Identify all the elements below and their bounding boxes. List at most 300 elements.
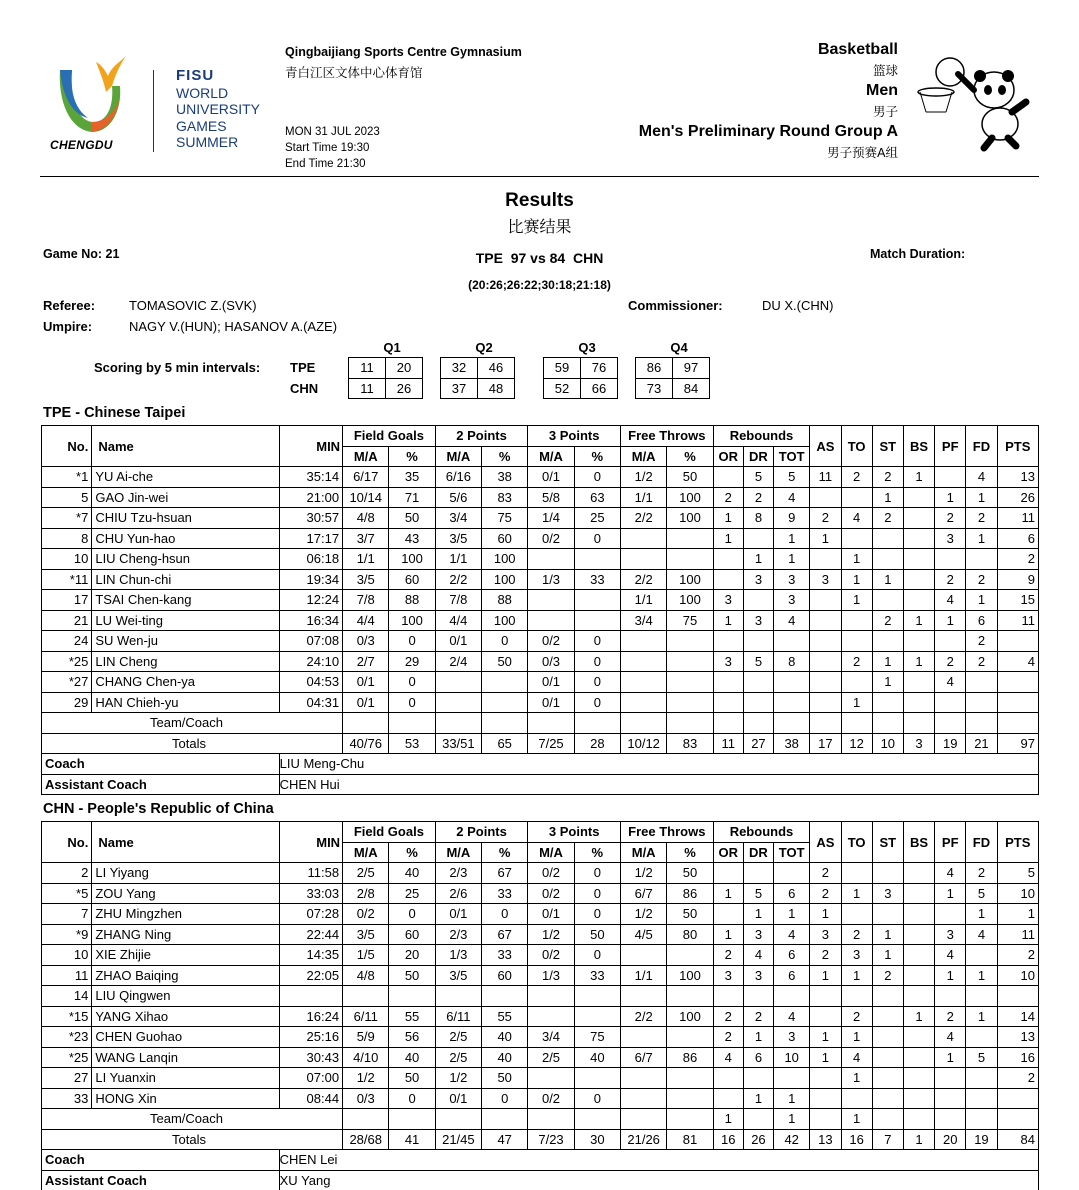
stat-cell: 1 (774, 1088, 810, 1109)
column-subheader: % (389, 446, 435, 467)
stat-cell: 6/16 (435, 467, 481, 488)
stat-cell (621, 631, 667, 652)
stat-cell (713, 986, 743, 1007)
stat-cell: 1 (713, 508, 743, 529)
stat-cell: 100 (482, 549, 528, 570)
stat-cell (774, 863, 810, 884)
stat-cell: 1/2 (528, 924, 574, 945)
stat-cell (997, 1109, 1038, 1130)
stat-cell: 1 (966, 487, 997, 508)
column-subheader: % (574, 842, 620, 863)
interval-cell: 76 (581, 358, 618, 379)
umpire-label: Umpire: (43, 319, 93, 334)
stat-cell (621, 986, 667, 1007)
commissioner: DU X.(CHN) (762, 298, 834, 313)
player-name: CHU Yun-hao (92, 528, 279, 549)
stat-cell: 1/1 (343, 549, 389, 570)
player-number: *23 (42, 1027, 92, 1048)
totals-cell: 7/23 (528, 1129, 574, 1150)
stat-cell (343, 713, 389, 734)
player-name: LIN Chun-chi (92, 569, 279, 590)
stat-cell: 1 (841, 590, 872, 611)
stat-cell: 1/1 (621, 965, 667, 986)
stat-cell: 2/2 (621, 1006, 667, 1027)
player-number: *25 (42, 1047, 92, 1068)
stat-cell (667, 549, 713, 570)
stat-cell: 5/9 (343, 1027, 389, 1048)
stat-cell: 67 (482, 863, 528, 884)
chengdu-logo-icon (56, 52, 128, 136)
player-name: HAN Chieh-yu (92, 692, 279, 713)
player-minutes: 04:31 (279, 692, 342, 713)
coach-row (42, 1150, 1039, 1171)
stat-cell (482, 1109, 528, 1130)
stat-cell: 0/1 (435, 904, 481, 925)
game-number: Game No: 21 (43, 247, 120, 261)
commissioner-label: Commissioner: (628, 298, 723, 313)
stat-cell: 40 (389, 863, 435, 884)
player-minutes: 24:10 (279, 651, 342, 672)
stat-cell (621, 692, 667, 713)
stat-cell: 2 (935, 508, 966, 529)
stat-cell: 3/5 (435, 965, 481, 986)
stat-cell (903, 924, 934, 945)
interval-box-q3 (543, 357, 618, 399)
stat-cell: 2 (935, 569, 966, 590)
stat-cell (810, 1068, 841, 1089)
stat-cell: 2 (935, 1006, 966, 1027)
column-subheader: TOT (774, 842, 810, 863)
stat-cell (574, 986, 620, 1007)
coach-row (42, 754, 1039, 775)
stat-cell (667, 1068, 713, 1089)
stat-cell (574, 1006, 620, 1027)
stat-cell: 100 (667, 1006, 713, 1027)
player-row (42, 1006, 1039, 1027)
stat-cell (713, 672, 743, 693)
stat-cell: 4 (841, 1047, 872, 1068)
stat-cell: 60 (389, 569, 435, 590)
stat-cell: 2/4 (435, 651, 481, 672)
stat-cell: 2/2 (621, 569, 667, 590)
stat-cell: 60 (482, 528, 528, 549)
stat-cell: 0/3 (343, 1088, 389, 1109)
player-name: ZHU Mingzhen (92, 904, 279, 925)
stat-cell: 2 (810, 883, 841, 904)
stat-cell: 1 (935, 883, 966, 904)
assistant-coach-name: CHEN Hui (279, 774, 1038, 795)
stat-cell: 5 (997, 863, 1038, 884)
stat-cell (872, 590, 903, 611)
stat-cell: 5 (966, 1047, 997, 1068)
stat-cell: 2 (966, 631, 997, 652)
stat-cell: 2/5 (435, 1027, 481, 1048)
totals-cell: 28 (574, 733, 620, 754)
stat-cell: 3 (935, 528, 966, 549)
player-minutes: 12:24 (279, 590, 342, 611)
stat-cell: 0/1 (528, 672, 574, 693)
stat-cell: 16 (997, 1047, 1038, 1068)
interval-cell: 59 (544, 358, 581, 379)
stat-cell (935, 549, 966, 570)
stat-cell: 1 (743, 904, 773, 925)
stat-cell: 4 (935, 863, 966, 884)
stat-cell: 6 (966, 610, 997, 631)
player-number: *27 (42, 672, 92, 693)
stat-cell (435, 692, 481, 713)
stat-cell: 1 (872, 651, 903, 672)
stat-cell: 1 (903, 467, 934, 488)
stat-cell: 0 (574, 692, 620, 713)
assistant-coach-row (42, 774, 1039, 795)
stat-cell: 3 (774, 1027, 810, 1048)
stat-cell: 0 (574, 467, 620, 488)
interval-box-q4 (635, 357, 710, 399)
player-name: CHEN Guohao (92, 1027, 279, 1048)
stat-cell (841, 904, 872, 925)
stat-cell: 2 (935, 651, 966, 672)
player-number: 2 (42, 863, 92, 884)
stat-cell (903, 986, 934, 1007)
column-header-st: ST (872, 822, 903, 863)
totals-cell: 41 (389, 1129, 435, 1150)
stat-cell: 2/2 (621, 508, 667, 529)
assistant-coach-row (42, 1170, 1039, 1190)
column-subheader: M/A (435, 842, 481, 863)
player-row (42, 986, 1039, 1007)
stat-cell (841, 631, 872, 652)
player-number: 21 (42, 610, 92, 631)
column-header-min: MIN (279, 426, 342, 467)
stat-cell: 3 (810, 924, 841, 945)
player-name: LI Yuanxin (92, 1068, 279, 1089)
stat-cell: 4 (841, 508, 872, 529)
stat-cell (743, 1068, 773, 1089)
stat-cell: 56 (389, 1027, 435, 1048)
player-row (42, 672, 1039, 693)
totals-cell: 20 (935, 1129, 966, 1150)
stat-cell: 1 (966, 965, 997, 986)
stat-cell: 3 (935, 924, 966, 945)
column-header-pf: PF (935, 822, 966, 863)
stat-cell (872, 1047, 903, 1068)
stat-cell: 5 (743, 467, 773, 488)
stat-cell (935, 692, 966, 713)
stat-cell (435, 986, 481, 1007)
stat-cell: 0/1 (343, 672, 389, 693)
stat-cell: 75 (482, 508, 528, 529)
stat-cell (343, 1109, 389, 1130)
stat-cell: 1 (713, 924, 743, 945)
player-minutes: 07:00 (279, 1068, 342, 1089)
player-number: *15 (42, 1006, 92, 1027)
stat-cell: 40 (389, 1047, 435, 1068)
stat-cell (743, 863, 773, 884)
totals-cell: 16 (841, 1129, 872, 1150)
stat-cell: 55 (389, 1006, 435, 1027)
coach-name: LIU Meng-Chu (279, 754, 1038, 775)
stat-cell: 1 (903, 610, 934, 631)
stat-cell (528, 1068, 574, 1089)
event-cn: 男子预赛A组 (827, 145, 898, 160)
player-row (42, 1088, 1039, 1109)
stat-cell: 6/17 (343, 467, 389, 488)
stat-cell (810, 672, 841, 693)
stat-cell: 1/1 (621, 487, 667, 508)
stat-cell (872, 528, 903, 549)
stat-cell: 9 (997, 569, 1038, 590)
totals-cell: 7 (872, 1129, 903, 1150)
stat-cell (903, 863, 934, 884)
stat-cell: 1 (810, 965, 841, 986)
stat-cell: 1 (841, 883, 872, 904)
player-minutes: 04:53 (279, 672, 342, 693)
stat-cell (667, 1109, 713, 1130)
totals-cell: 40/76 (343, 733, 389, 754)
stat-cell (667, 945, 713, 966)
interval-cell: 97 (673, 358, 710, 379)
stat-cell: 1 (841, 692, 872, 713)
totals-cell: 19 (966, 1129, 997, 1150)
stat-cell: 1 (966, 1006, 997, 1027)
player-name: HONG Xin (92, 1088, 279, 1109)
stat-cell (482, 713, 528, 734)
stat-cell: 3 (810, 569, 841, 590)
stat-cell (903, 713, 934, 734)
stat-cell: 0 (482, 1088, 528, 1109)
stat-cell: 71 (389, 487, 435, 508)
stat-cell: 0 (574, 528, 620, 549)
stat-cell (810, 610, 841, 631)
fisu-line: SUMMER (176, 134, 239, 150)
player-number: 8 (42, 528, 92, 549)
stat-cell: 2 (872, 467, 903, 488)
stat-cell: 2 (966, 651, 997, 672)
player-minutes: 07:28 (279, 904, 342, 925)
stat-cell (528, 549, 574, 570)
stat-cell: 2 (810, 508, 841, 529)
stat-cell (966, 672, 997, 693)
stat-cell: 75 (667, 610, 713, 631)
player-name: ZHANG Ning (92, 924, 279, 945)
stat-cell (872, 986, 903, 1007)
player-row (42, 528, 1039, 549)
stat-cell: 4 (935, 945, 966, 966)
player-minutes: 33:03 (279, 883, 342, 904)
player-row (42, 863, 1039, 884)
stat-cell: 26 (997, 487, 1038, 508)
stat-cell (903, 631, 934, 652)
stat-cell: 100 (482, 569, 528, 590)
stat-cell: 1 (713, 1109, 743, 1130)
stat-cell: 75 (574, 1027, 620, 1048)
stat-cell (872, 863, 903, 884)
stat-cell: 50 (389, 965, 435, 986)
player-number: 10 (42, 549, 92, 570)
gender-en: Men (866, 82, 898, 99)
player-minutes: 14:35 (279, 945, 342, 966)
stat-cell (841, 672, 872, 693)
stat-cell: 2/8 (343, 883, 389, 904)
player-number: 24 (42, 631, 92, 652)
column-group-rebounds: Rebounds (713, 426, 810, 447)
stat-cell: 7/8 (435, 590, 481, 611)
stat-cell: 1/2 (621, 863, 667, 884)
stat-cell: 0 (574, 945, 620, 966)
stat-cell: 9 (774, 508, 810, 529)
player-row (42, 883, 1039, 904)
stat-cell (872, 549, 903, 570)
stat-cell (621, 713, 667, 734)
stat-cell (574, 1109, 620, 1130)
stat-cell: 4/8 (343, 508, 389, 529)
player-row (42, 1027, 1039, 1048)
interval-cell: 11 (349, 378, 386, 399)
stat-cell (774, 986, 810, 1007)
player-minutes: 22:05 (279, 965, 342, 986)
stat-cell (872, 1109, 903, 1130)
stat-cell: 2 (743, 487, 773, 508)
stat-cell: 2 (966, 508, 997, 529)
column-group-free-throws: Free Throws (621, 822, 714, 843)
column-header-pf: PF (935, 426, 966, 467)
stat-cell (743, 631, 773, 652)
stat-cell: 0/2 (528, 528, 574, 549)
player-number: *9 (42, 924, 92, 945)
totals-cell: 7/25 (528, 733, 574, 754)
column-subheader: M/A (528, 446, 574, 467)
stat-cell: 50 (667, 467, 713, 488)
stat-cell: 0/1 (343, 692, 389, 713)
stat-cell: 2 (841, 1006, 872, 1027)
stat-cell: 1 (935, 1047, 966, 1068)
stat-cell: 3 (713, 651, 743, 672)
totals-label: Totals (42, 1129, 343, 1150)
stat-cell (774, 631, 810, 652)
stat-cell (997, 672, 1038, 693)
stat-cell: 4 (774, 1006, 810, 1027)
stat-cell: 0 (574, 631, 620, 652)
stat-cell: 1 (713, 528, 743, 549)
stat-cell (621, 672, 667, 693)
stat-cell (997, 986, 1038, 1007)
stat-cell (872, 1068, 903, 1089)
stat-cell (435, 1109, 481, 1130)
column-header-to: TO (841, 426, 872, 467)
column-subheader: % (667, 842, 713, 863)
stat-cell (574, 549, 620, 570)
stat-cell (966, 1088, 997, 1109)
stat-cell: 2 (872, 965, 903, 986)
stat-cell (621, 1027, 667, 1048)
stat-cell: 88 (482, 590, 528, 611)
stat-cell: 0 (389, 1088, 435, 1109)
referee-label: Referee: (43, 298, 96, 313)
stat-cell: 1 (966, 528, 997, 549)
column-subheader: % (482, 842, 528, 863)
column-subheader: OR (713, 842, 743, 863)
stat-cell: 13 (997, 467, 1038, 488)
player-name: TSAI Chen-kang (92, 590, 279, 611)
player-name: LU Wei-ting (92, 610, 279, 631)
stat-cell: 2 (966, 863, 997, 884)
stat-cell (743, 1109, 773, 1130)
stat-cell (528, 610, 574, 631)
stat-cell: 0 (574, 651, 620, 672)
stat-cell: 2/5 (435, 1047, 481, 1068)
quarter-scores: (20:26;26:22;30:18;21:18) (468, 278, 611, 292)
stat-cell: 67 (482, 924, 528, 945)
stat-cell: 5 (743, 651, 773, 672)
logo-city-text: CHENGDU (50, 138, 113, 152)
stat-cell (574, 610, 620, 631)
stat-cell: 11 (997, 508, 1038, 529)
fisu-line: WORLD (176, 84, 229, 101)
player-row (42, 904, 1039, 925)
stat-cell: 0 (574, 672, 620, 693)
totals-cell: 21/45 (435, 1129, 481, 1150)
stat-cell (872, 631, 903, 652)
results-title: Results (505, 190, 574, 211)
stat-cell: 1 (743, 1088, 773, 1109)
player-minutes: 25:16 (279, 1027, 342, 1048)
stat-cell (621, 549, 667, 570)
stat-cell: 100 (667, 487, 713, 508)
stat-cell (621, 1088, 667, 1109)
stat-cell: 100 (667, 569, 713, 590)
column-group-three-points: 3 Points (528, 426, 621, 447)
player-minutes: 35:14 (279, 467, 342, 488)
stat-cell (774, 672, 810, 693)
player-minutes: 21:00 (279, 487, 342, 508)
stat-cell: 0/1 (528, 467, 574, 488)
column-group-three-points: 3 Points (528, 822, 621, 843)
column-group-two-points: 2 Points (435, 426, 528, 447)
player-row (42, 692, 1039, 713)
referee: TOMASOVIC Z.(SVK) (129, 298, 257, 313)
assistant-coach-label: Assistant Coach (42, 774, 280, 795)
stat-cell: 1 (743, 1027, 773, 1048)
stat-cell: 2 (743, 1006, 773, 1027)
stat-cell: 1 (903, 651, 934, 672)
stat-cell: 2 (810, 863, 841, 884)
stat-cell: 2 (966, 569, 997, 590)
stat-cell (935, 631, 966, 652)
column-subheader: DR (743, 842, 773, 863)
team-title-chn: CHN - People's Republic of China (43, 801, 274, 817)
column-group-field-goals: Field Goals (343, 426, 436, 447)
interval-cell: 37 (441, 378, 478, 399)
stat-cell: 0/1 (435, 631, 481, 652)
stat-cell: 1 (841, 1068, 872, 1089)
team-title-tpe: TPE - Chinese Taipei (43, 405, 186, 421)
player-row (42, 945, 1039, 966)
stat-cell: 33 (574, 965, 620, 986)
stat-cell: 7/8 (343, 590, 389, 611)
column-subheader: M/A (621, 842, 667, 863)
totals-cell: 30 (574, 1129, 620, 1150)
stat-cell (667, 692, 713, 713)
stat-cell: 6 (743, 1047, 773, 1068)
header-rule (40, 176, 1039, 177)
stat-cell: 1 (872, 924, 903, 945)
totals-cell: 10 (872, 733, 903, 754)
stat-cell (872, 1088, 903, 1109)
player-number: 7 (42, 904, 92, 925)
stat-cell: 2/3 (435, 924, 481, 945)
totals-cell: 16 (713, 1129, 743, 1150)
stat-cell: 1 (713, 610, 743, 631)
